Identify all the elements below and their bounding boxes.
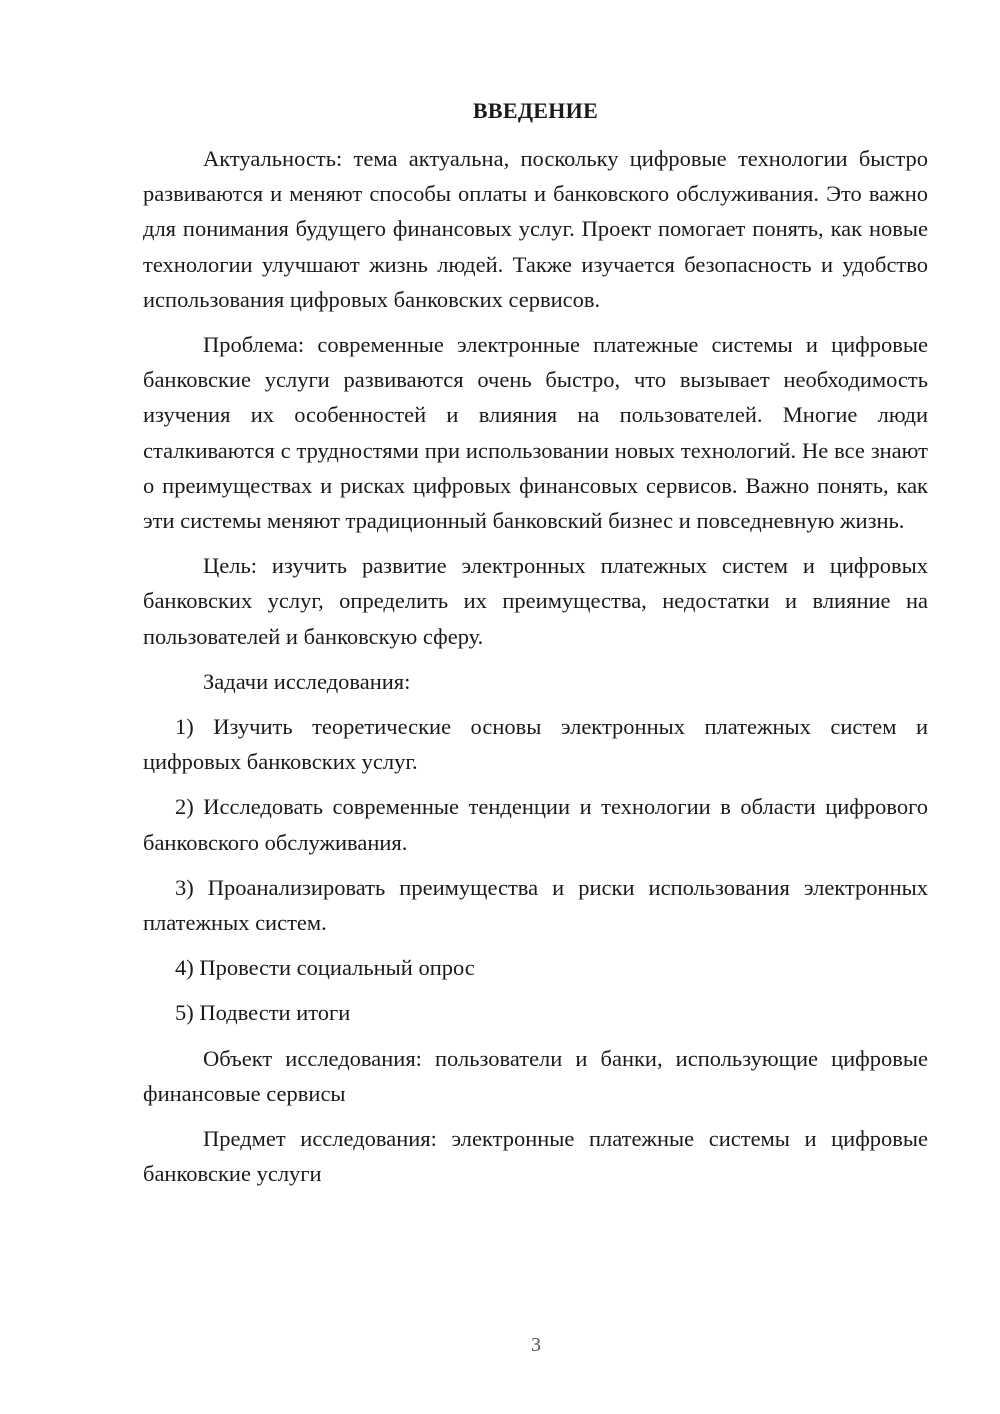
section-title: ВВЕДЕНИЕ <box>472 98 599 123</box>
research-subject-paragraph: Предмет исследования: электронные платежные системы и цифровые банковские услуги <box>143 1126 928 1187</box>
task-item-5: 5) Подвести итоги <box>175 1000 351 1026</box>
goal-paragraph: Цель: изучить развитие электронных платежных систем и цифровых банковских услуг, определить их преимущества, недостатки и влияние на пользователей и банковскую сферу. <box>143 553 928 649</box>
problem-paragraph: Проблема: современные электронные платежные системы и цифровые банковские услуги развиваются очень быстро, что вызывает необходимость изучения их особенностей и влияния на пользователей. Многие люди сталкиваются с трудностями при использовании новых технологий. Не все знают о преимуществах и рисках цифровых финансовых сервисов. Важно понять, как эти системы меняют традиционный банковский бизнес и повседневную жизнь. <box>143 332 928 534</box>
task-item-3: 3) Проанализировать преимущества и риски использования электронных платежных систем. <box>143 874 928 936</box>
research-object-paragraph: Объект исследования: пользователи и банки, использующие цифровые финансовые сервисы <box>143 1045 928 1106</box>
tasks-heading: Задачи исследования: <box>203 668 411 694</box>
task-item-2: 2) Исследовать современные тенденции и технологии в области цифрового банковского обслуживания. <box>143 794 928 855</box>
document-page <box>143 95 928 1201</box>
page-number: 3 <box>531 1334 541 1356</box>
relevance-paragraph: Актуальность: тема актуальна, поскольку цифровые технологии быстро развиваются и меняют способы оплаты и банковского обслуживания. Это важно для понимания будущего финансовых услуг. Проект помогает понять, как новые технологии улучшают жизнь людей. Также изучается безопасность и удобство использования цифровых банковских сервисов. <box>143 146 928 312</box>
task-item-1: 1) Изучить теоретические основы электронных платежных систем и цифровых банковских услуг. <box>143 714 928 775</box>
task-item-4: 4) Провести социальный опрос <box>175 955 475 981</box>
